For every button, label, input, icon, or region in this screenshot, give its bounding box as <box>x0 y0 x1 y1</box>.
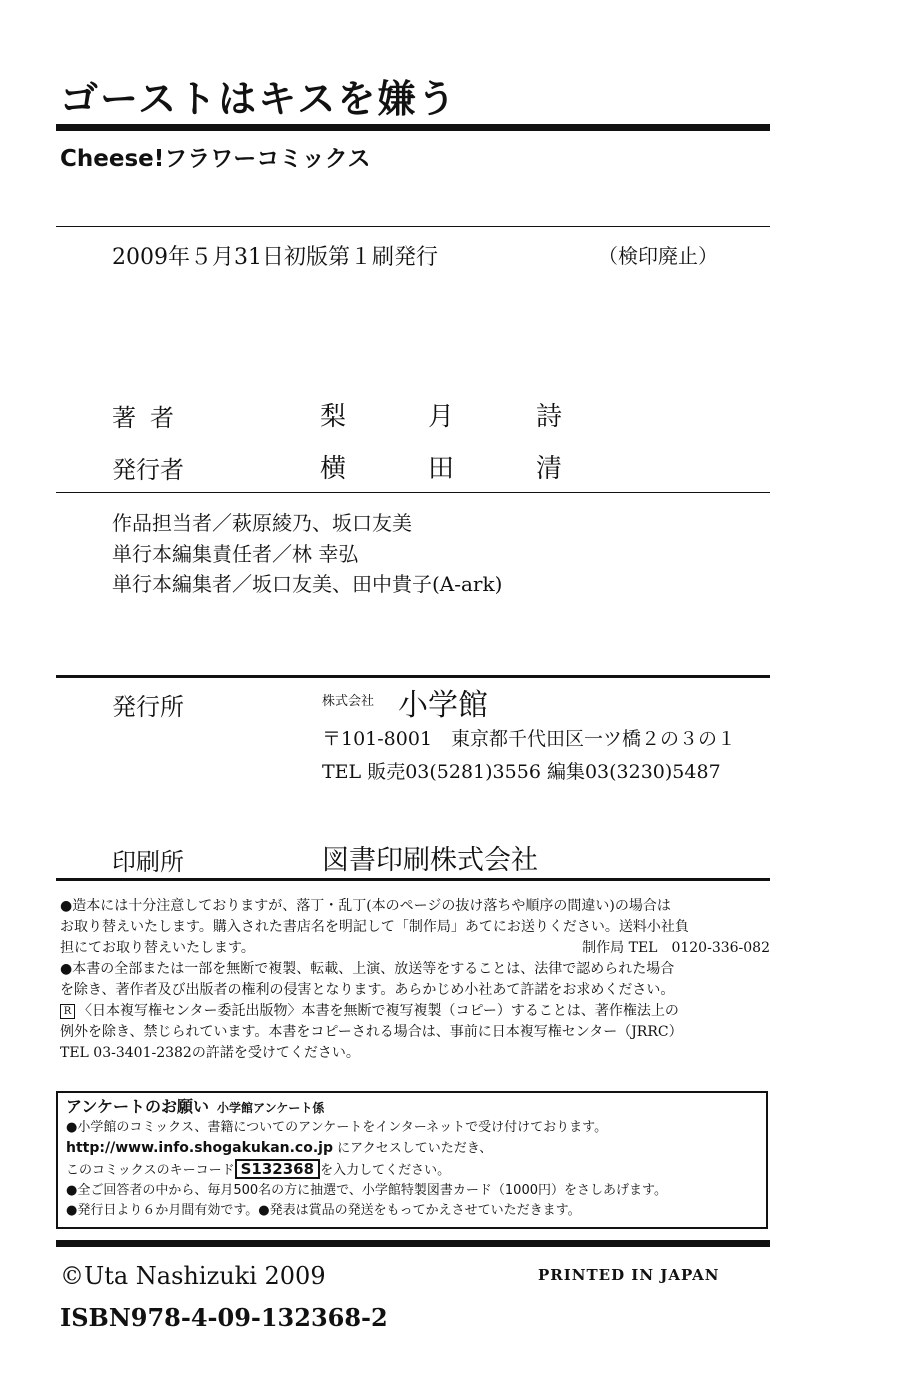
survey-text: にアクセスしていただき、 <box>337 1141 493 1156</box>
publisher-rule <box>56 675 770 678</box>
survey-line: ●小学館のコミックス、書籍についてのアンケートをインターネットで受け付けております。 <box>66 1120 608 1135</box>
printed-in-japan: PRINTED IN JAPAN <box>538 1266 720 1284</box>
notice-line <box>60 1001 770 1022</box>
survey-line <box>66 1159 758 1181</box>
stamp-note: （検印廃止） <box>598 244 718 268</box>
title-rule <box>56 124 770 131</box>
company-prefix: 株式会社 <box>322 694 375 709</box>
credit-line: 単行本編集責任者／林 幸弘 <box>112 542 359 566</box>
publisher-office-label: 発行所 <box>112 693 184 721</box>
survey-dept: 小学館アンケート係 <box>217 1101 325 1115</box>
publisher-name-part: 清 <box>535 454 562 484</box>
imprint-label: Cheese!フラワーコミックス <box>60 146 371 172</box>
notice-line: ●本書の全部または一部を無断で複製、転載、上演、放送等をすることは、法律で認められた場合 <box>60 961 675 977</box>
notice-line: お取り替えいたします。購入された書店名を明記して「制作局」あてにお送りください。送料小社負 <box>60 919 689 935</box>
publisher-label: 発行者 <box>112 456 184 484</box>
author-name <box>320 396 562 433</box>
survey-line: ●全ご回答者の中から、毎月500名の方に抽選で、小学館特製図書カード（1000円）をさしあげます。 <box>66 1183 667 1198</box>
survey-title: アンケートのお願い <box>66 1097 210 1116</box>
jrrc-mark-icon: R <box>60 1004 75 1019</box>
company-address: 〒101-8001 東京都千代田区一ツ橋２の３の１ <box>322 728 737 750</box>
notice-text: 〈日本複写権センター委託出版物〉本書を無断で複写複製（コピー）することは、著作権法上の <box>78 1003 679 1019</box>
survey-line: ●発行日より６か月間有効です。●発表は賞品の発送をもってかえさせていただきます。 <box>66 1203 581 1218</box>
author-name-part: 月 <box>427 402 454 432</box>
author-name-part: 梨 <box>320 402 347 432</box>
notice-block <box>60 896 770 1064</box>
notice-line: TEL 03-3401-2382の許諾を受けてください。 <box>60 1045 360 1061</box>
publisher-name-part: 横 <box>320 454 347 484</box>
survey-box <box>56 1091 768 1229</box>
notice-line: ●造本には十分注意しておりますが、落丁・乱丁(本のページの抜け落ちや順序の間違い)の場合は <box>60 898 671 914</box>
survey-url-link[interactable]: http://www.info.shogakukan.co.jp <box>66 1140 333 1156</box>
top-thin-rule <box>56 226 770 227</box>
notice-rule <box>56 878 770 881</box>
author-name-part: 詩 <box>535 402 562 432</box>
credit-line: 単行本編集者／坂口友美、田中貴子(A-ark) <box>112 572 503 596</box>
survey-text: を入力してください。 <box>320 1163 451 1178</box>
publisher-name <box>320 448 562 485</box>
edition-line: 2009年５月31日初版第１刷発行 <box>112 245 438 270</box>
company-name: 小学館 <box>398 688 488 723</box>
names-rule <box>56 492 770 493</box>
survey-text: このコミックスのキーコード <box>66 1163 235 1178</box>
printer-label: 印刷所 <box>112 848 184 876</box>
defect-contact: 制作局 TEL 0120-336-082 <box>582 940 770 956</box>
author-label: 著者 <box>112 404 188 432</box>
key-code: S132368 <box>235 1159 320 1179</box>
book-title: ゴーストはキスを嫌う <box>60 77 458 121</box>
printer-name: 図書印刷株式会社 <box>322 845 538 876</box>
copyright: ©Uta Nashizuki 2009 <box>60 1262 326 1290</box>
publisher-name-part: 田 <box>427 454 454 484</box>
notice-line: を除き、著作者及び出版者の権利の侵害となります。あらかじめ小社あて許諾をお求めください。 <box>60 982 675 998</box>
survey-heading <box>66 1097 758 1118</box>
notice-text: 担にてお取り替えいたします。 <box>60 940 255 956</box>
credit-line: 作品担当者／萩原綾乃、坂口友美 <box>112 511 412 535</box>
isbn: ISBN978-4-09-132368-2 <box>60 1303 388 1332</box>
notice-line <box>60 938 770 959</box>
survey-line <box>66 1138 758 1159</box>
company-tel: TEL 販売03(5281)3556 編集03(3230)5487 <box>322 761 721 783</box>
footer-rule <box>56 1240 770 1247</box>
notice-line: 例外を除き、禁じられています。本書をコピーされる場合は、事前に日本複写権センター（JRRC） <box>60 1024 683 1040</box>
